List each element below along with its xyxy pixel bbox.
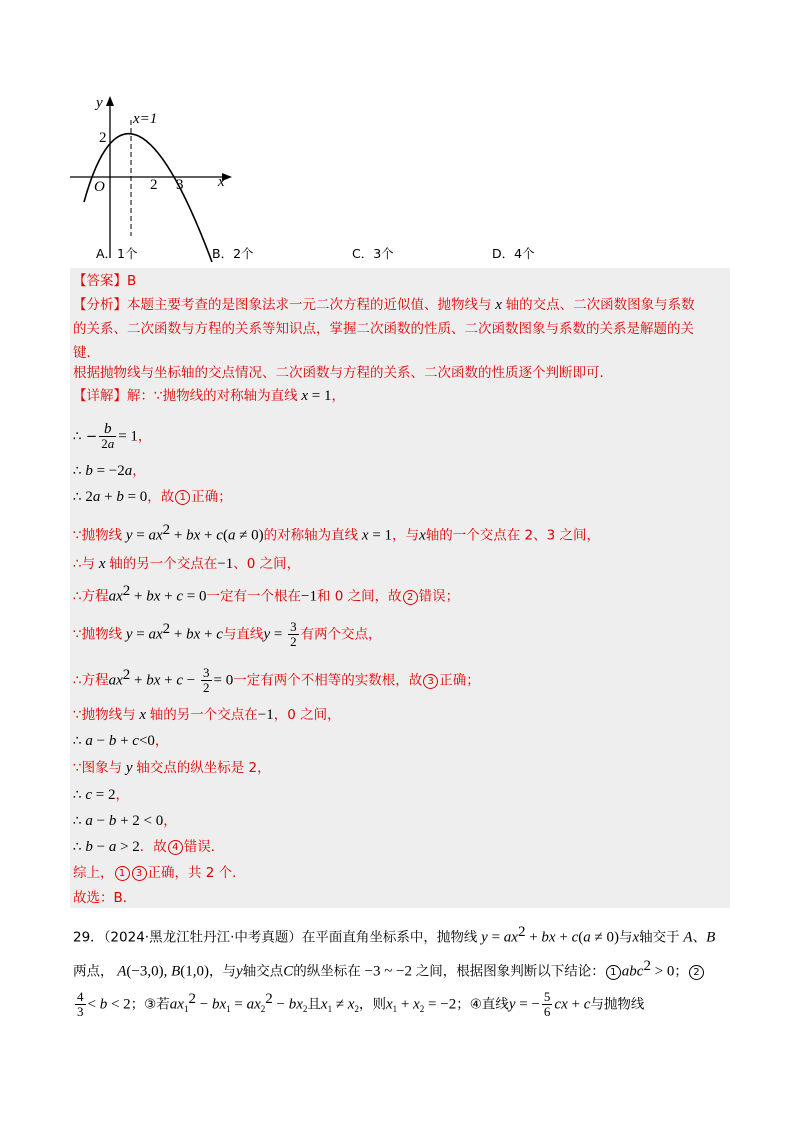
detail-line-1: 【详解】解：∵抛物线的对称轴为直线 x = 1， bbox=[73, 388, 345, 404]
detail-line-8: ∵抛物线 $y = ax^2$ + bx + c与直线y = $\frac{3}{2}$ 有两个交点， bbox=[73, 619, 382, 649]
question-source: （2024·黑龙江牡丹江·中考真题） bbox=[103, 929, 302, 946]
detail-line-5: ∵抛物线 $y = ax^2$ + bx + c(a ≠ 0)的对称轴为直线 x = 1，与x轴的一个交点在 2、3 之间， bbox=[73, 522, 600, 544]
choice-d[interactable]: D．4个 bbox=[492, 246, 535, 261]
detail-line-10: ∵抛物线与 x 轴的另一个交点在−1，0 之间， bbox=[73, 707, 341, 723]
circle-2: 2 bbox=[403, 590, 418, 605]
circle-1: 1 bbox=[175, 490, 190, 505]
analysis-text-1: 本题主要考查的是图象法求一元二次方程的近似值、抛物线与 bbox=[127, 297, 492, 313]
circle-3: 3 bbox=[423, 674, 438, 689]
detail-line-13: ∴ c = 2， bbox=[73, 787, 129, 803]
detail-line-11: ∴ a − b + c<0， bbox=[73, 733, 169, 749]
origin-label: O bbox=[94, 179, 105, 195]
detail-line-6: ∴与 x 轴的另一个交点在−1、0 之间， bbox=[73, 556, 301, 572]
parabola-curve bbox=[84, 134, 212, 262]
detail-line-4: ∴ 2a + b = 0，故 1 正确； bbox=[73, 489, 232, 505]
detail-line-2: ∴ − $\frac{b}{2a}$ = 1， bbox=[73, 421, 152, 451]
y-axis-label: y bbox=[96, 95, 103, 111]
answer-line bbox=[73, 272, 136, 290]
detail-line-17: 故选：B． bbox=[73, 890, 137, 906]
analysis-text-1b: 轴的交点、二次函数图象与系数 bbox=[505, 297, 695, 313]
x-tick-3-label: 3 bbox=[176, 177, 184, 193]
analysis-line-4: 根据抛物线与坐标轴的交点情况、二次函数与方程的关系、二次函数的性质逐个判断即可． bbox=[73, 365, 613, 381]
detail-line-14: ∴ a − b + 2 < 0， bbox=[73, 813, 177, 829]
answer-value: B bbox=[127, 273, 137, 289]
x-tick-2-label: 2 bbox=[150, 177, 158, 193]
analysis-line-3: 键． bbox=[73, 345, 100, 361]
answer-tag: 【答案】 bbox=[73, 273, 127, 289]
detail-line-16: 综上， 1 3 正确，共 2 个． bbox=[73, 865, 246, 881]
detail-line-3: ∴ b = −2a， bbox=[73, 463, 146, 479]
detail-line-9: ∴方程$ax^2$ + bx + c − $\frac{3}{2}$ = 0一定有两个不相等的实数根，故 3 正确； bbox=[73, 665, 480, 695]
analysis-tag: 【分析】 bbox=[73, 297, 127, 313]
question-number: 29． bbox=[73, 929, 104, 946]
choice-a[interactable]: A．1个 bbox=[96, 246, 138, 261]
detail-line-12: ∵图象与 y 轴交点的纵坐标是 2， bbox=[73, 760, 271, 776]
analysis-line-1: 【分析】本题主要考查的是图象法求一元二次方程的近似值、抛物线与 x 轴的交点、二次函数图象与系数 bbox=[73, 297, 695, 313]
question-29-line-3: $\frac{4}{3}$ < b < 2；③若$ax_1^2 - bx_1 = ax_2^2 - bx_2$且$x_1 \ne x_2$，则$x_1 + x_2 = -2$；④直线y = − $\frac{5}{6}$ cx + c与抛物线 bbox=[77, 989, 645, 1019]
circle-4: 4 bbox=[168, 840, 183, 855]
question-29-line-1: 29．（2024·黑龙江牡丹江·中考真题）在平面直角坐标系中，抛物线 $y = ax^2$ + bx + c(a ≠ 0)与x轴交于 A、B bbox=[73, 924, 716, 946]
symmetry-label: x=1 bbox=[133, 111, 158, 127]
choices-row bbox=[96, 244, 696, 264]
detail-line-7: ∴方程$ax^2$ + bx + c = 0一定有一个根在−1和 0 之间，故 2 错误； bbox=[73, 583, 460, 605]
choice-b[interactable]: B．2个 bbox=[212, 246, 254, 261]
analysis-line-2: 的关系、二次函数与方程的关系等知识点，掌握二次函数的性质、二次函数图象与系数的关系是解题的关 bbox=[73, 321, 694, 337]
parabola-graph bbox=[62, 90, 242, 262]
question-29-line-2: 两点， A(−3,0), B(1,0)，与y轴交点C的纵坐标在 −3 ~ −2 之间，根据图象判断以下结论： 1 abc$^2$ > 0； 2 bbox=[73, 957, 705, 981]
x-axis-label: x bbox=[218, 174, 225, 190]
detail-line-15: ∴ b − a > 2．故 4 错误． bbox=[73, 839, 225, 855]
y-axis-arrow bbox=[106, 96, 114, 106]
detail-tag: 【详解】 bbox=[73, 388, 127, 404]
choice-c[interactable]: C．3个 bbox=[352, 246, 394, 261]
y-intercept-label: 2 bbox=[99, 130, 107, 146]
